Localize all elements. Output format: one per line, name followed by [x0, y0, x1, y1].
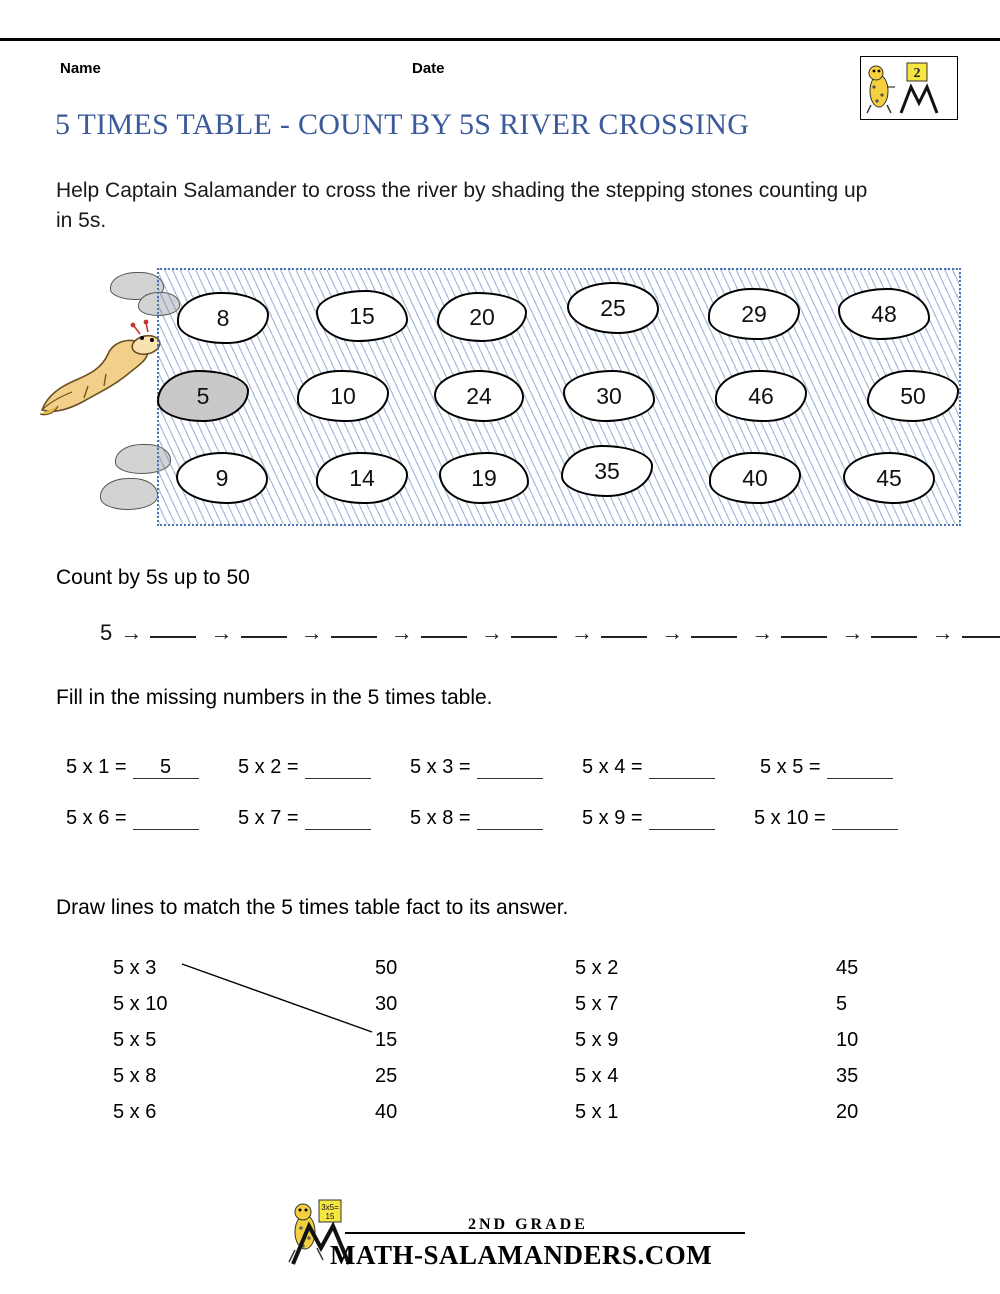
fact-answer-input[interactable] — [305, 829, 371, 830]
sequence-blank[interactable] — [691, 636, 737, 638]
date-label: Date — [412, 60, 445, 77]
svg-text:3x5=: 3x5= — [321, 1203, 339, 1212]
arrow-icon: → — [661, 620, 684, 645]
stepping-stone[interactable]: 48 — [838, 288, 930, 340]
footer-grade: 2ND GRADE — [468, 1216, 588, 1233]
arrow-icon: → — [751, 620, 774, 645]
match-fact[interactable]: 5 x 6 — [113, 1101, 157, 1123]
river-area — [157, 268, 961, 526]
fact-answer-input[interactable] — [477, 778, 543, 779]
page-title: 5 TIMES TABLE - COUNT BY 5S RIVER CROSSING — [55, 108, 750, 141]
match-answer[interactable]: 30 — [375, 993, 398, 1015]
match-right-answers — [836, 950, 858, 1130]
stepping-stone[interactable]: 19 — [439, 452, 529, 504]
arrow-icon: → — [120, 620, 143, 645]
sequence-blank[interactable] — [781, 636, 827, 638]
fact-answer-input[interactable] — [133, 829, 199, 830]
fact-answer-input[interactable] — [827, 778, 893, 779]
stepping-stone[interactable]: 10 — [297, 370, 389, 422]
match-answer[interactable]: 20 — [836, 1101, 859, 1123]
match-answer[interactable]: 35 — [836, 1065, 859, 1087]
arrow-icon: → — [931, 620, 954, 645]
arrow-icon: → — [210, 620, 233, 645]
stepping-stone[interactable]: 46 — [715, 370, 807, 422]
fact-item — [582, 807, 754, 830]
arrow-icon: → — [300, 620, 323, 645]
top-divider — [0, 38, 1000, 41]
match-instruction: Draw lines to match the 5 times table fact to its answer. — [56, 896, 569, 919]
fact-label: 5 x 8 = — [410, 807, 471, 829]
arrow-icon: → — [841, 620, 864, 645]
fact-item — [238, 807, 410, 830]
fact-answer-input[interactable] — [832, 829, 898, 830]
stepping-stone[interactable]: 40 — [709, 452, 801, 504]
sequence-blank[interactable] — [962, 636, 1000, 638]
fact-item — [760, 756, 930, 779]
match-right-facts — [575, 950, 618, 1130]
sequence-blank[interactable] — [421, 636, 467, 638]
match-answer[interactable]: 10 — [836, 1029, 859, 1051]
sequence-blank[interactable] — [511, 636, 557, 638]
facts-row-2 — [66, 807, 956, 830]
stepping-stone[interactable]: 20 — [437, 292, 527, 342]
fact-item — [238, 756, 410, 779]
fact-label: 5 x 10 = — [754, 807, 826, 829]
fact-answer-input[interactable] — [649, 829, 715, 830]
facts-row-1 — [66, 756, 956, 779]
fact-label: 5 x 9 = — [582, 807, 643, 829]
stepping-stone[interactable]: 50 — [867, 370, 959, 422]
count-instruction: Count by 5s up to 50 — [56, 566, 250, 589]
arrow-icon: → — [571, 620, 593, 645]
example-match-line — [180, 960, 380, 1040]
match-fact[interactable]: 5 x 1 — [575, 1101, 619, 1123]
fact-item — [410, 807, 582, 830]
sequence-blank[interactable] — [150, 636, 196, 638]
match-answer[interactable]: 15 — [375, 1029, 398, 1051]
arrow-icon: → — [390, 620, 413, 645]
fact-item — [582, 756, 760, 779]
sequence-blank[interactable] — [601, 636, 647, 638]
fact-label: 5 x 7 = — [238, 807, 299, 829]
name-label: Name — [60, 60, 101, 77]
fact-label: 5 x 1 = — [66, 756, 127, 778]
fact-label: 5 x 6 = — [66, 807, 127, 829]
match-fact[interactable]: 5 x 3 — [113, 957, 157, 979]
fact-item — [66, 807, 238, 830]
match-left-facts — [113, 950, 167, 1130]
stepping-stone[interactable]: 8 — [177, 292, 269, 344]
captain-salamander-illustration — [28, 318, 163, 428]
fact-answer-input[interactable] — [649, 778, 715, 779]
fact-item — [66, 756, 238, 779]
match-answer[interactable]: 45 — [836, 957, 859, 979]
stepping-stone[interactable]: 9 — [176, 452, 268, 504]
stepping-stone[interactable]: 45 — [843, 452, 935, 504]
fact-answer-input[interactable] — [305, 778, 371, 779]
footer-url: MATH-SALAMANDERS.COM — [330, 1240, 713, 1270]
sequence-start: 5 — [100, 620, 113, 645]
logo-number: 2 — [913, 66, 921, 81]
stepping-stone[interactable]: 29 — [708, 288, 800, 340]
match-fact[interactable]: 5 x 9 — [575, 1029, 619, 1051]
stepping-stone[interactable]: 25 — [567, 282, 659, 334]
sequence-blank[interactable] — [871, 636, 917, 638]
main-instruction: Help Captain Salamander to cross the river by shading the stepping stones counting up in 5s. — [56, 179, 868, 233]
stepping-stone[interactable]: 15 — [316, 290, 408, 342]
svg-text:15: 15 — [325, 1212, 335, 1221]
logo-graphic — [861, 57, 955, 117]
sequence-row — [100, 620, 1000, 646]
stepping-stone[interactable]: 24 — [434, 370, 524, 422]
match-fact[interactable]: 5 x 5 — [113, 1029, 157, 1051]
match-fact[interactable]: 5 x 7 — [575, 993, 619, 1015]
stepping-stone[interactable]: 30 — [563, 370, 655, 422]
fact-item — [410, 756, 582, 779]
fact-item — [754, 807, 934, 830]
times-table-facts — [66, 756, 956, 858]
fact-answer-input[interactable] — [477, 829, 543, 830]
fact-label: 5 x 5 = — [760, 756, 821, 778]
bank-rock-4 — [100, 478, 158, 510]
fact-label: 5 x 4 = — [582, 756, 643, 778]
match-fact[interactable]: 5 x 8 — [113, 1065, 157, 1087]
fact-label: 5 x 3 = — [410, 756, 471, 778]
stepping-stone[interactable]: 35 — [561, 445, 653, 497]
match-fact[interactable]: 5 x 10 — [113, 993, 168, 1015]
arrow-icon: → — [480, 620, 503, 645]
match-answer[interactable]: 40 — [375, 1101, 398, 1123]
stepping-stone[interactable]: 14 — [316, 452, 408, 504]
fill-instruction: Fill in the missing numbers in the 5 times table. — [56, 686, 493, 709]
fact-label: 5 x 2 = — [238, 756, 299, 778]
match-answer[interactable]: 50 — [375, 957, 398, 979]
match-fact[interactable]: 5 x 2 — [575, 957, 619, 979]
stepping-stone-shaded[interactable]: 5 — [157, 370, 249, 422]
sequence-blank[interactable] — [331, 636, 377, 638]
fact-answer-input[interactable]: 5 — [133, 756, 199, 779]
salamander-logo — [860, 56, 958, 120]
match-fact[interactable]: 5 x 4 — [575, 1065, 619, 1087]
match-answer[interactable]: 25 — [375, 1065, 398, 1087]
match-left-answers — [375, 950, 397, 1130]
sequence-blank[interactable] — [241, 636, 287, 638]
match-answer[interactable]: 5 — [836, 993, 848, 1015]
